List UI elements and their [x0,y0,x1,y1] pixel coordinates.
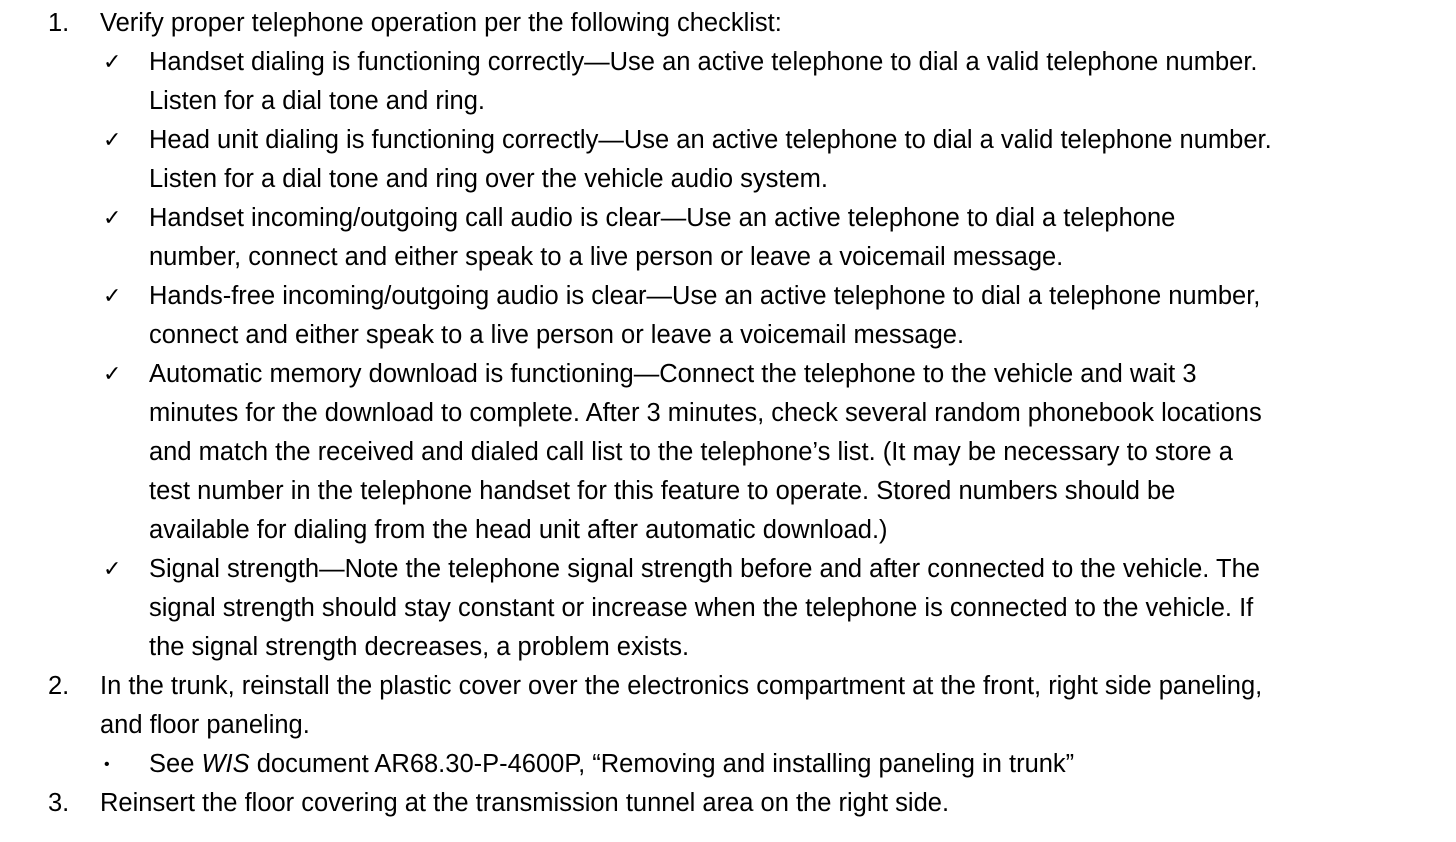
instruction-document [0,4,1456,823]
checkmark-icon: ✓ [103,362,122,387]
checklist-item-memory-download [0,355,1456,550]
checklist-line: Hands-free incoming/outgoing audio is clear—Use an active telephone to dial a telephone number, [149,282,1261,310]
step-text-line: and floor paneling. [100,711,310,739]
checklist-line: Listen for a dial tone and ring. [149,87,485,115]
checklist-line: Handset dialing is functioning correctly—Use an active telephone to dial a valid telephone number. [149,48,1258,76]
step-3 [0,784,1456,823]
checklist-line: Listen for a dial tone and ring over the vehicle audio system. [149,165,828,193]
checklist-line: number, connect and either speak to a live person or leave a voicemail message. [149,243,1064,271]
checklist-line: and match the received and dialed call list to the telephone’s list. (It may be necessary to store a [149,438,1233,466]
step-2 [0,667,1456,784]
checklist-line: signal strength should stay constant or increase when the telephone is connected to the vehicle. If [149,594,1254,622]
checklist-line: Signal strength—Note the telephone signal strength before and after connected to the vehicle. The [149,555,1260,583]
checklist-line: available for dialing from the head unit after automatic download.) [149,516,888,544]
checklist-line: Head unit dialing is functioning correctly—Use an active telephone to dial a valid telephone number. [149,126,1272,154]
checklist-item-signal-strength [0,550,1456,667]
reference-prefix: See [149,750,202,778]
step-number: 3. [48,789,70,817]
checklist-item-handset-audio [0,199,1456,277]
checklist-line: connect and either speak to a live person or leave a voicemail message. [149,321,965,349]
step-number: 2. [48,672,70,700]
checklist-line: minutes for the download to complete. After 3 minutes, check several random phonebook locations [149,399,1262,427]
checklist-line: test number in the telephone handset for this feature to operate. Stored numbers should be [149,477,1176,505]
step-number: 1. [48,9,70,37]
checklist-line: Automatic memory download is functioning—Connect the telephone to the vehicle and wait 3 [149,360,1197,388]
checklist-line: the signal strength decreases, a problem exists. [149,633,690,661]
step-text: Reinsert the floor covering at the transmission tunnel area on the right side. [100,789,950,817]
checklist-line: Handset incoming/outgoing call audio is clear—Use an active telephone to dial a telephone [149,204,1176,232]
checkmark-icon: ✓ [103,557,122,582]
checklist-item-head-unit-dialing [0,121,1456,199]
step-text-line: In the trunk, reinstall the plastic cover over the electronics compartment at the front, right side paneling, [100,672,1263,700]
checklist-item-hands-free-audio [0,277,1456,355]
checkmark-icon: ✓ [103,128,122,153]
step-1 [0,4,1456,667]
reference-system: WIS [201,750,250,778]
step-text: Verify proper telephone operation per the following checklist: [100,9,782,37]
checkmark-icon: ✓ [103,284,122,309]
reference-line [149,745,1396,784]
checkmark-icon: ✓ [103,50,122,75]
bullet-icon: • [104,756,110,773]
checkmark-icon: ✓ [103,206,122,231]
reference-document: document AR68.30-P-4600P, “Removing and installing paneling in trunk” [249,750,1075,778]
reference-item [0,745,1456,784]
checklist-item-handset-dialing [0,43,1456,121]
